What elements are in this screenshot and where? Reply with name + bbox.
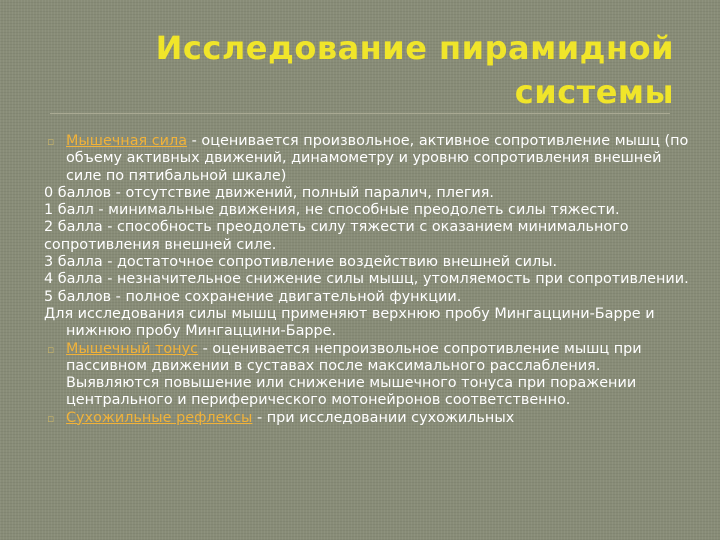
bullet-text: - оценивается непроизвольное сопротивление мышц при пассивном движении в суставах после максимального расслабления. bbox=[66, 340, 642, 374]
bullet-tendon-reflexes bbox=[44, 410, 700, 427]
scale-line-3: 3 балла - достаточное сопротивление воздействию внешней силы. bbox=[44, 254, 558, 271]
slide-title-line-2: системы bbox=[514, 73, 674, 111]
bullet-text: - оценивается произвольное, активное сопротивление мышц (по объему активных движений, динамометру и уровню сопротивления внешней силе по пятибальной шкале) bbox=[66, 133, 689, 184]
bullet-marker-icon: ▫ bbox=[47, 411, 55, 425]
bullet-muscle-tone bbox=[44, 341, 700, 376]
slide-title bbox=[40, 26, 674, 114]
scale-line-2: 2 балла - способность преодолеть силу тяжести с оказанием минимального bbox=[44, 219, 629, 236]
bullet-marker-icon: ▫ bbox=[47, 342, 55, 356]
muscle-tone-detail: Выявляются повышение или снижение мышечного тонуса при поражении центрального и периферического мотонейронов соответственно. bbox=[66, 375, 637, 409]
scale-line-4: 4 балла - незначительное снижение силы мышц, утомляемость при сопротивлении. bbox=[44, 271, 689, 288]
scale-line-0: 0 баллов - отсутствие движений, полный паралич, плегия. bbox=[44, 184, 494, 201]
bullet-text: - при исследовании сухожильных bbox=[252, 409, 515, 426]
bullet-marker-icon: ▫ bbox=[47, 135, 55, 148]
title-divider bbox=[50, 113, 670, 114]
slide-title-line-1: Исследование пирамидной bbox=[155, 29, 674, 67]
bullet-muscle-strength bbox=[44, 133, 700, 185]
term-muscle-tone: Мышечный тонус bbox=[66, 340, 199, 357]
scale-line-1: 1 балл - минимальные движения, не способные преодолеть силы тяжести. bbox=[44, 202, 620, 219]
slide-body bbox=[44, 133, 700, 427]
term-muscle-strength: Мышечная сила bbox=[66, 133, 188, 149]
term-tendon-reflexes: Сухожильные рефлексы bbox=[66, 409, 253, 426]
scale-line-2-continued: сопротивления внешней силе. bbox=[44, 236, 277, 253]
strength-test-note: Для исследования силы мышц применяют верхнюю пробу Мингаццини-Барре и нижнюю пробу Мингаццини-Барре. bbox=[44, 305, 655, 340]
scale-line-5: 5 баллов - полное сохранение двигательной функции. bbox=[44, 288, 462, 305]
